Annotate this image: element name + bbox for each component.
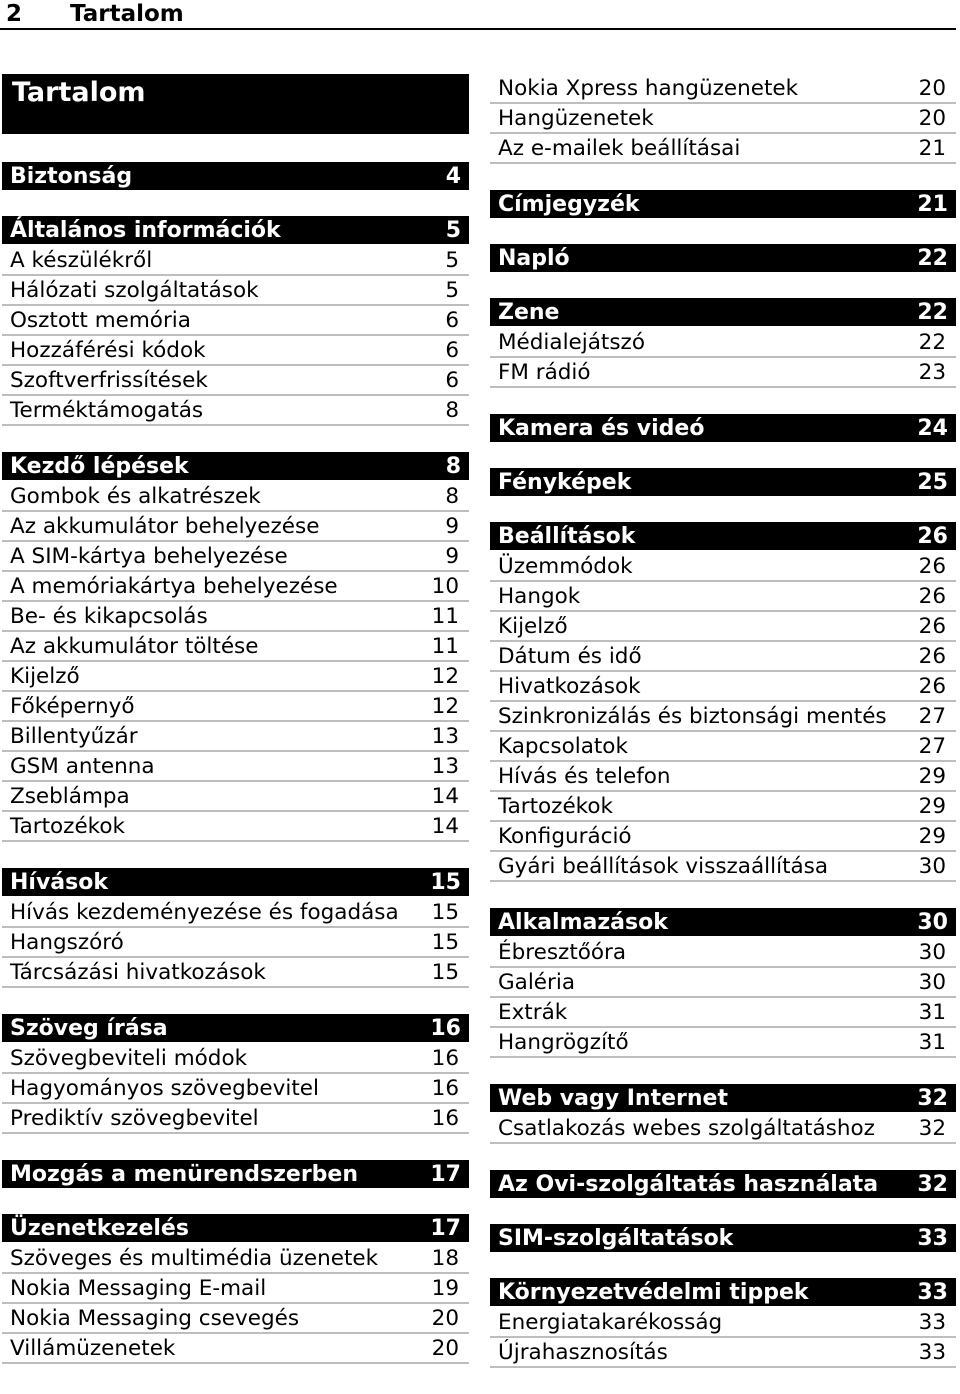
toc-section	[490, 522, 956, 882]
entry-label: Hívás és telefon	[498, 764, 671, 789]
page-ref: 27	[918, 734, 946, 759]
entry-label: Energiatakarékosság	[498, 1310, 723, 1335]
entry-label: Szinkronizálás és biztonsági mentés	[498, 704, 887, 729]
section-title: Hívások	[10, 869, 108, 895]
entry-label: Kijelző	[10, 664, 80, 689]
toc-entry[interactable]	[2, 632, 469, 662]
section-title: Címjegyzék	[498, 191, 640, 217]
toc-section-heading[interactable]	[2, 1160, 469, 1188]
entry-label: Az e-mailek beállításai	[498, 136, 741, 161]
entry-label: Üzemmódok	[498, 554, 633, 579]
toc-section	[490, 1224, 956, 1252]
entry-label: Kapcsolatok	[498, 734, 628, 759]
page-ref: 9	[445, 514, 459, 539]
toc-section-heading[interactable]	[2, 162, 469, 190]
toc-entry[interactable]	[2, 752, 469, 782]
page-ref: 15	[431, 960, 459, 985]
entry-label: Az akkumulátor töltése	[10, 634, 259, 659]
entry-label: Nokia Messaging E-mail	[10, 1276, 267, 1301]
entry-label: Konfiguráció	[498, 824, 632, 849]
toc-section-heading[interactable]	[2, 452, 469, 480]
entry-label: Szövegbeviteli módok	[10, 1046, 248, 1071]
page-ref: 6	[445, 368, 459, 393]
toc-entry[interactable]	[490, 134, 956, 164]
section-title: Napló	[498, 245, 570, 271]
toc-entry[interactable]	[2, 1244, 469, 1274]
page-ref: 5	[445, 248, 459, 273]
toc-section	[490, 414, 956, 442]
page-ref: 16	[431, 1106, 459, 1131]
page-ref: 31	[918, 1030, 946, 1055]
toc-section	[490, 1170, 956, 1198]
entry-label: Extrák	[498, 1000, 568, 1025]
page-ref: 19	[431, 1276, 459, 1301]
page-ref: 20	[918, 76, 946, 101]
entry-label: Be- és kikapcsolás	[10, 604, 208, 629]
section-title: Általános információk	[10, 217, 281, 243]
entry-label: Billentyűzár	[10, 724, 138, 749]
toc-entry[interactable]	[2, 1104, 469, 1134]
toc-section-heading[interactable]	[2, 868, 469, 896]
entry-label: Galéria	[498, 970, 576, 995]
page-ref: 8	[445, 453, 461, 479]
entry-label: Szoftverfrissítések	[10, 368, 208, 393]
toc-section	[490, 244, 956, 272]
toc-entry[interactable]	[2, 572, 469, 602]
toc-entry[interactable]	[2, 482, 469, 512]
entry-label: Hozzáférési kódok	[10, 338, 206, 363]
toc-entry[interactable]	[490, 358, 956, 388]
toc-entry[interactable]	[490, 822, 956, 852]
section-title: Üzenetkezelés	[10, 1215, 189, 1241]
header-title: Tartalom	[70, 1, 184, 27]
toc-section-heading[interactable]	[2, 216, 469, 244]
page-ref: 15	[431, 900, 459, 925]
section-title: Alkalmazások	[498, 909, 668, 935]
toc-section	[490, 298, 956, 388]
page-ref: 13	[431, 724, 459, 749]
toc-entry[interactable]	[2, 958, 469, 988]
page-ref: 22	[918, 330, 946, 355]
page-ref: 26	[918, 644, 946, 669]
page-ref: 12	[431, 694, 459, 719]
page-ref: 5	[445, 217, 461, 243]
page-ref: 22	[917, 299, 948, 325]
toc-entry[interactable]	[490, 1114, 956, 1144]
toc-section-heading[interactable]	[490, 1084, 956, 1112]
toc-entry[interactable]	[2, 722, 469, 752]
toc-column-right	[490, 74, 956, 1394]
section-title: Mozgás a menürendszerben	[10, 1161, 359, 1187]
page-ref: 33	[918, 1340, 946, 1365]
page-ref: 33	[917, 1225, 948, 1251]
entry-label: A SIM-kártya behelyezése	[10, 544, 288, 569]
section-title: Kamera és videó	[498, 415, 705, 441]
toc-entry[interactable]	[490, 852, 956, 882]
page-ref: 11	[431, 634, 459, 659]
toc-section-heading[interactable]	[2, 1214, 469, 1242]
section-title: Web vagy Internet	[498, 1085, 728, 1111]
entry-label: GSM antenna	[10, 754, 155, 779]
entry-label: Hivatkozások	[498, 674, 641, 699]
entry-label: Osztott memória	[10, 308, 191, 333]
toc-section-heading[interactable]	[490, 1170, 956, 1198]
toc-entry[interactable]	[490, 1338, 956, 1368]
entry-label: Főképernyő	[10, 694, 135, 719]
toc-entry[interactable]	[490, 702, 956, 732]
entry-label: Hálózati szolgáltatások	[10, 278, 259, 303]
toc-entry[interactable]	[490, 938, 956, 968]
toc-entry[interactable]	[2, 396, 469, 426]
toc-entry[interactable]	[490, 732, 956, 762]
toc-entry[interactable]	[2, 898, 469, 928]
toc-entry[interactable]	[2, 1274, 469, 1304]
toc-section-heading[interactable]	[490, 1224, 956, 1252]
toc-section	[2, 216, 469, 426]
page-ref: 4	[445, 163, 461, 189]
page-ref: 16	[431, 1076, 459, 1101]
entry-label: Gyári beállítások visszaállítása	[498, 854, 829, 879]
entry-label: Csatlakozás webes szolgáltatáshoz	[498, 1116, 875, 1141]
entry-label: Hangszóró	[10, 930, 124, 955]
toc-section	[2, 1160, 469, 1188]
toc-entry[interactable]	[490, 612, 956, 642]
section-title: Fényképek	[498, 469, 632, 495]
entry-label: Hívás kezdeményezése és fogadása	[10, 900, 399, 925]
toc-title: Tartalom	[2, 74, 469, 134]
toc-section-heading[interactable]	[490, 244, 956, 272]
section-title: Szöveg írása	[10, 1015, 168, 1041]
page-ref: 13	[431, 754, 459, 779]
toc-section	[2, 1214, 469, 1364]
toc-section	[490, 1278, 956, 1368]
page-ref: 32	[918, 1116, 946, 1141]
toc-section	[2, 1014, 469, 1134]
page-ref: 27	[918, 704, 946, 729]
entry-label: Tárcsázási hivatkozások	[10, 960, 266, 985]
section-title: Beállítások	[498, 523, 636, 549]
entry-label: Terméktámogatás	[10, 398, 204, 423]
toc-section-heading[interactable]	[490, 468, 956, 496]
toc-entry[interactable]	[490, 792, 956, 822]
page-ref: 20	[918, 106, 946, 131]
page-ref: 9	[445, 544, 459, 569]
page-number: 2	[6, 1, 23, 27]
page-ref: 26	[918, 614, 946, 639]
page-ref: 26	[918, 584, 946, 609]
entry-label: Az akkumulátor behelyezése	[10, 514, 320, 539]
entry-label: Gombok és alkatrészek	[10, 484, 261, 509]
page-ref: 26	[918, 554, 946, 579]
entry-label: Tartozékok	[10, 814, 125, 839]
page-ref: 30	[918, 940, 946, 965]
page-ref: 16	[430, 1015, 461, 1041]
toc-entry[interactable]	[490, 762, 956, 792]
page-ref: 11	[431, 604, 459, 629]
entry-label: A készülékről	[10, 248, 153, 273]
page-ref: 33	[917, 1279, 948, 1305]
toc-section-heading[interactable]	[490, 522, 956, 550]
toc-section-heading[interactable]	[2, 1014, 469, 1042]
toc-entry[interactable]	[2, 1044, 469, 1074]
entry-label: Villámüzenetek	[10, 1336, 176, 1361]
page-ref: 10	[431, 574, 459, 599]
toc-section-heading[interactable]	[490, 298, 956, 326]
toc-entry[interactable]	[2, 306, 469, 336]
toc-entry[interactable]	[490, 1028, 956, 1058]
page-ref: 20	[431, 1306, 459, 1331]
toc-entry[interactable]	[2, 1074, 469, 1104]
page-ref: 29	[918, 764, 946, 789]
entry-label: Hagyományos szövegbevitel	[10, 1076, 319, 1101]
entry-label: Hangüzenetek	[498, 106, 654, 131]
section-title: Kezdő lépések	[10, 453, 189, 479]
toc-column-left	[2, 74, 469, 1390]
section-title: Biztonság	[10, 163, 133, 189]
section-title: Az Ovi-szolgáltatás használata	[498, 1171, 879, 1197]
page-ref: 33	[918, 1310, 946, 1335]
toc-section-heading[interactable]	[490, 908, 956, 936]
page-ref: 8	[445, 398, 459, 423]
page-ref: 14	[431, 784, 459, 809]
toc-entry[interactable]	[490, 552, 956, 582]
toc-entry[interactable]	[2, 542, 469, 572]
page-ref: 22	[917, 245, 948, 271]
toc-entry[interactable]	[2, 928, 469, 958]
page-ref: 26	[917, 523, 948, 549]
entry-label: Szöveges és multimédia üzenetek	[10, 1246, 379, 1271]
toc-entry[interactable]	[490, 672, 956, 702]
toc-entry[interactable]	[490, 582, 956, 612]
entry-label: Médialejátszó	[498, 330, 645, 355]
toc-entry[interactable]	[490, 328, 956, 358]
toc-section	[2, 452, 469, 842]
toc-section-heading[interactable]	[490, 414, 956, 442]
section-title: Zene	[498, 299, 560, 325]
section-title: SIM-szolgáltatások	[498, 1225, 734, 1251]
entry-label: Ébresztőóra	[498, 940, 627, 965]
page-ref: 12	[431, 664, 459, 689]
page-ref: 30	[918, 854, 946, 879]
page-ref: 14	[431, 814, 459, 839]
toc-entry[interactable]	[2, 812, 469, 842]
entry-label: Hangrögzítő	[498, 1030, 629, 1055]
toc-entry[interactable]	[490, 1308, 956, 1338]
page-ref: 17	[430, 1161, 461, 1187]
entry-label: Prediktív szövegbevitel	[10, 1106, 259, 1131]
toc-entry[interactable]	[2, 662, 469, 692]
entry-label: Kijelző	[498, 614, 568, 639]
page-ref: 30	[918, 970, 946, 995]
page-header	[0, 0, 956, 30]
page-ref: 32	[917, 1085, 948, 1111]
page-ref: 23	[918, 360, 946, 385]
toc-section-heading[interactable]	[490, 1278, 956, 1306]
toc-section	[2, 868, 469, 988]
toc-section	[490, 190, 956, 218]
entry-label: Nokia Xpress hangüzenetek	[498, 76, 799, 101]
toc-entry[interactable]	[2, 1304, 469, 1334]
toc-entry[interactable]	[490, 642, 956, 672]
continued-entries	[490, 74, 956, 164]
page-ref: 24	[917, 415, 948, 441]
toc-entry[interactable]	[490, 104, 956, 134]
toc-entry[interactable]	[2, 246, 469, 276]
toc-section	[490, 908, 956, 1058]
toc-entry[interactable]	[2, 512, 469, 542]
entry-label: Hangok	[498, 584, 581, 609]
toc-entry[interactable]	[490, 998, 956, 1028]
entry-label: Dátum és idő	[498, 644, 642, 669]
toc-section	[2, 162, 469, 190]
toc-entry[interactable]	[490, 74, 956, 104]
toc-entry[interactable]	[2, 602, 469, 632]
toc-entry[interactable]	[2, 276, 469, 306]
toc-entry[interactable]	[2, 1334, 469, 1364]
page-ref: 20	[431, 1336, 459, 1361]
toc-section	[490, 468, 956, 496]
entry-label: Tartozékok	[498, 794, 613, 819]
page-ref: 17	[430, 1215, 461, 1241]
page-ref: 15	[430, 869, 461, 895]
page-ref: 5	[445, 278, 459, 303]
page-ref: 30	[917, 909, 948, 935]
toc-entry[interactable]	[2, 782, 469, 812]
entry-label: A memóriakártya behelyezése	[10, 574, 338, 599]
page-ref: 32	[917, 1171, 948, 1197]
page-ref: 8	[445, 484, 459, 509]
entry-label: Nokia Messaging csevegés	[10, 1306, 300, 1331]
toc-entry[interactable]	[2, 336, 469, 366]
page-ref: 31	[918, 1000, 946, 1025]
page-ref: 25	[917, 469, 948, 495]
entry-label: Zseblámpa	[10, 784, 130, 809]
toc-entry[interactable]	[2, 366, 469, 396]
entry-label: FM rádió	[498, 360, 591, 385]
page-ref: 18	[431, 1246, 459, 1271]
page-ref: 15	[431, 930, 459, 955]
toc-section-heading[interactable]	[490, 190, 956, 218]
page-ref: 6	[445, 338, 459, 363]
page-ref: 21	[917, 191, 948, 217]
page-ref: 6	[445, 308, 459, 333]
toc-entry[interactable]	[490, 968, 956, 998]
section-title: Környezetvédelmi tippek	[498, 1279, 809, 1305]
entry-label: Újrahasznosítás	[498, 1340, 668, 1365]
toc-entry[interactable]	[2, 692, 469, 722]
page-ref: 29	[918, 794, 946, 819]
page-ref: 26	[918, 674, 946, 699]
page-ref: 21	[918, 136, 946, 161]
page-ref: 29	[918, 824, 946, 849]
toc-section	[490, 1084, 956, 1144]
page-ref: 16	[431, 1046, 459, 1071]
